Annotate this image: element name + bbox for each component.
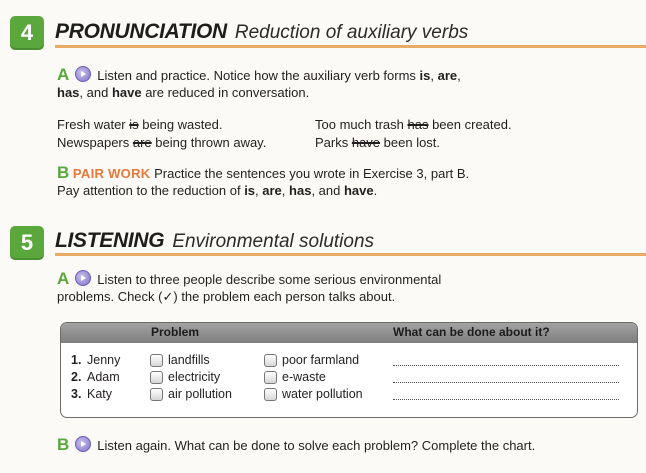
instruction-text: Practice the sentences you wrote in Exercise 3, part B. (154, 166, 470, 181)
punct: , and (79, 85, 112, 100)
header-problem: Problem (151, 325, 200, 339)
option-label: air pollution (168, 387, 232, 401)
part-letter-b: B (57, 435, 70, 454)
part-letter-a: A (57, 65, 70, 84)
reduced-aux: have (351, 135, 381, 150)
table-row (61, 353, 637, 370)
instruction-text: Pay attention to the reduction of (57, 183, 245, 198)
answer-line[interactable] (393, 365, 619, 366)
punct: , (457, 68, 461, 83)
instruction-text: Listen and practice. Notice how the auxiliary verb forms (97, 68, 420, 83)
header-solution: What can be done about it? (393, 325, 550, 339)
punct: . (373, 183, 378, 198)
punct: , (430, 68, 438, 83)
table-row (61, 387, 637, 404)
person-name: Katy (87, 387, 113, 401)
checkbox-water-pollution[interactable] (264, 388, 277, 401)
example-text: been created. (428, 117, 512, 132)
checkbox-poor-farmland[interactable] (264, 354, 277, 367)
section-title (55, 20, 468, 44)
reduced-aux: are (132, 135, 152, 150)
example-text: being thrown away. (151, 135, 267, 150)
instruction-a-line2 (57, 288, 395, 306)
instruction-text: problems. Check (✓) the problem each person talks about. (57, 289, 396, 304)
instruction-b (57, 436, 535, 455)
instruction-b (57, 164, 469, 183)
instruction-a (57, 66, 461, 85)
instruction-text: Listen again. What can be done to solve each problem? Complete the chart. (97, 438, 536, 453)
punct: , (255, 183, 263, 198)
person-name: Jenny (87, 353, 121, 367)
example-text: Fresh water (57, 117, 130, 132)
checkbox-landfills[interactable] (150, 354, 163, 367)
section-subtitle: Environmental solutions (172, 231, 375, 252)
keyword-have: have (343, 183, 374, 198)
problem-chart (60, 322, 638, 418)
row-number: 3. (71, 387, 82, 401)
option-label: landfills (168, 353, 210, 367)
part-letter-b: B (57, 163, 70, 182)
example-sentence (57, 134, 266, 152)
section-keyword: PRONUNCIATION (55, 20, 227, 43)
person-name: Adam (87, 370, 120, 384)
chart-header (61, 323, 637, 343)
keyword-has: has (57, 85, 80, 100)
option-label: water pollution (282, 387, 363, 401)
row-number: 2. (71, 370, 82, 384)
section-number-badge: 5 (10, 226, 44, 260)
instruction-text: Listen to three people describe some serious environmental (97, 272, 442, 287)
pair-work-label: PAIR WORK (72, 166, 151, 181)
keyword-is: is (419, 68, 431, 83)
reduced-aux: has (407, 117, 429, 132)
example-text: Too much trash (315, 117, 408, 132)
punct: , and (311, 183, 344, 198)
checkbox-air-pollution[interactable] (150, 388, 163, 401)
option-label: poor farmland (282, 353, 360, 367)
part-letter-a: A (57, 269, 70, 288)
keyword-is: is (244, 183, 256, 198)
instruction-b-line2 (57, 182, 377, 200)
keyword-have: have (111, 85, 142, 100)
keyword-are: are (437, 68, 458, 83)
instruction-a (57, 270, 441, 289)
section-divider (55, 45, 646, 48)
example-sentence (315, 116, 512, 134)
checkbox-electricity[interactable] (150, 371, 163, 384)
reduced-aux: is (129, 117, 139, 132)
option-label: electricity (168, 370, 221, 384)
instruction-text: are reduced in conversation. (141, 85, 310, 100)
checkbox-e-waste[interactable] (264, 371, 277, 384)
example-sentence (57, 116, 222, 134)
example-text: Parks (315, 135, 352, 150)
example-sentence (315, 134, 440, 152)
instruction-a-line2 (57, 84, 309, 102)
row-number: 1. (71, 353, 82, 367)
section-number-badge: 4 (10, 16, 44, 50)
answer-line[interactable] (393, 382, 619, 383)
keyword-are: are (262, 183, 282, 198)
example-text: Newspapers (57, 135, 133, 150)
answer-line[interactable] (393, 399, 619, 400)
example-text: been lost. (380, 135, 441, 150)
audio-play-icon[interactable] (75, 270, 91, 286)
keyword-has: has (289, 183, 312, 198)
audio-play-icon[interactable] (75, 66, 91, 82)
option-label: e-waste (282, 370, 326, 384)
section-title (55, 229, 374, 253)
table-row (61, 370, 637, 387)
section-subtitle: Reduction of auxiliary verbs (234, 22, 469, 43)
section-keyword: LISTENING (55, 229, 165, 252)
audio-play-icon[interactable] (75, 436, 91, 452)
punct: , (281, 183, 290, 198)
section-divider (55, 253, 646, 256)
example-text: being wasted. (138, 117, 223, 132)
